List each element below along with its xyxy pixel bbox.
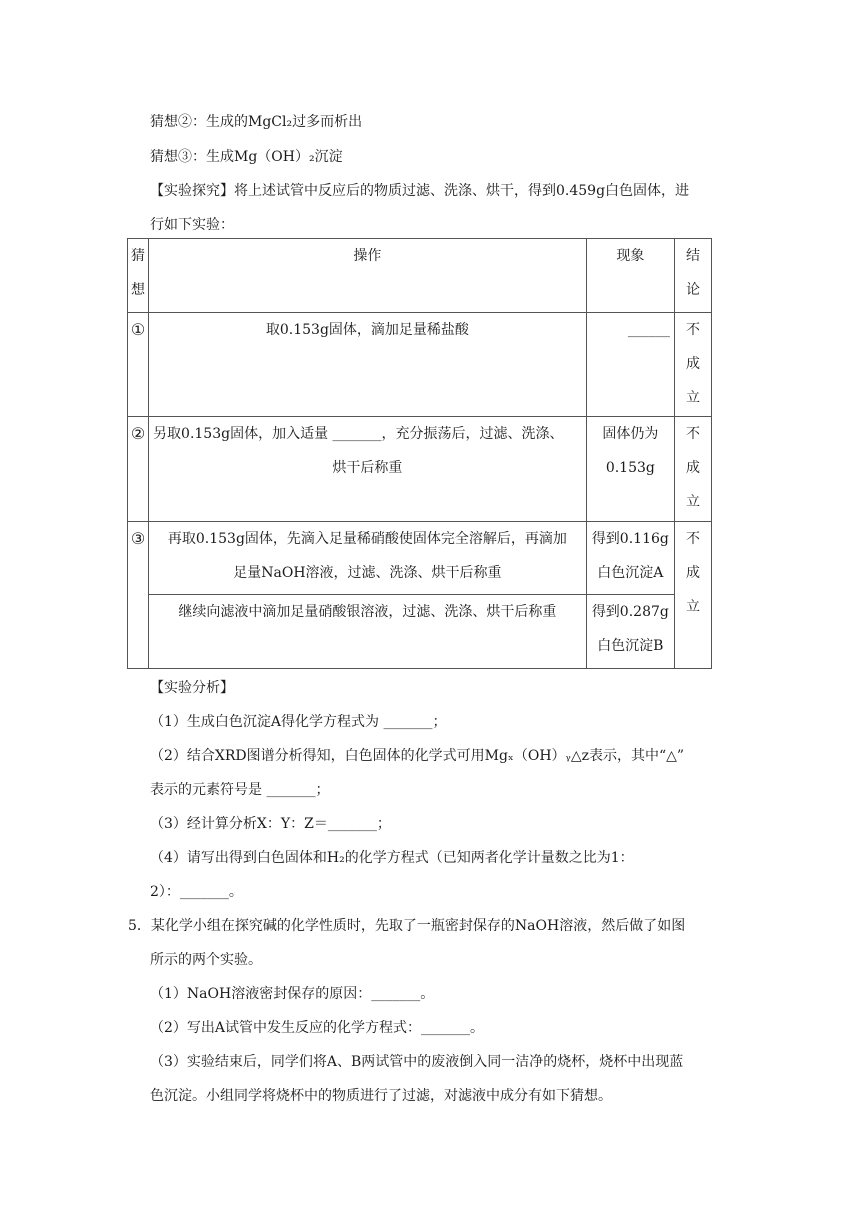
table-header-row (128, 239, 712, 313)
operation-cell (149, 522, 587, 595)
operation-line: 足量NaOH溶液，过滤、洗涤、烘干后称重 (233, 565, 502, 581)
question-5-sub3-line2: 色沉淀。小组同学将烧杯中的物质进行了过滤，对滤液中成分有如下猜想。 (150, 1088, 612, 1104)
operation-line: 另取0.153g固体，加入适量 _______，充分振荡后，过滤、洗涤、 (153, 426, 564, 442)
phenomenon-line: 白色沉淀B (597, 638, 664, 654)
analysis-q4-line1: （4）请写出得到白色固体和H₂的化学方程式（已知两者化学计量数之比为1： (150, 850, 634, 866)
phenomenon-cell (586, 417, 674, 522)
table-row (128, 522, 712, 595)
explore-text-line2: 行如下实验： (150, 217, 234, 233)
operation-cell (149, 595, 587, 669)
conclusion-cell (674, 313, 711, 417)
conclusion-char: 成 (685, 565, 700, 581)
header-guess-char2: 想 (131, 282, 146, 298)
analysis-q4-line2: 2）：_______。 (150, 884, 243, 900)
header-guess (128, 239, 149, 313)
analysis-q2-line1: （2）结合XRD图谱分析得知，白色固体的化学式可用Mgₓ（OH）ᵧ△z表示，其中“△” (150, 748, 685, 764)
operation-line: 再取0.153g固体，先滴入足量稀硝酸使固体完全溶解后，再滴加 (167, 531, 567, 547)
guess-2-text: 猜想②：生成的MgCl₂过多而析出 (150, 114, 363, 130)
question-5-line1: 5．某化学小组在探究碱的化学性质时，先取了一瓶密封保存的NaOH溶液，然后做了如图 (128, 918, 686, 934)
phenomenon-line: 固体仍为 (602, 426, 659, 442)
question-5-line2: 所示的两个实验。 (150, 952, 262, 968)
operation-line: 继续向滤液中滴加足量硝酸银溶液，过滤、洗涤、烘干后称重 (178, 604, 557, 620)
question-5-sub3-line1: （3）实验结束后，同学们将A、B两试管中的废液倒入同一洁净的烧杯，烧杯中出现蓝 (150, 1054, 684, 1070)
table-row (128, 417, 712, 522)
conclusion-char: 立 (685, 390, 700, 406)
conclusion-char: 成 (685, 356, 700, 372)
conclusion-char: 不 (685, 426, 700, 442)
header-phenomenon: 现象 (586, 239, 674, 313)
operation-cell: 取0.153g固体，滴加足量稀盐酸 (149, 313, 587, 417)
analysis-q1: （1）生成白色沉淀A得化学方程式为 _______； (150, 714, 447, 730)
header-operation: 操作 (149, 239, 587, 313)
conclusion-cell (674, 417, 711, 522)
header-guess-char1: 猜 (131, 248, 146, 264)
phenomenon-line: 白色沉淀A (597, 565, 664, 581)
conclusion-char: 成 (685, 460, 700, 476)
guess-number: ③ (130, 529, 146, 548)
operation-cell (149, 417, 587, 522)
analysis-q3: （3）经计算分析X：Y：Z＝_______； (150, 816, 391, 832)
question-5-sub1: （1）NaOH溶液密封保存的原因：_______。 (150, 986, 435, 1002)
analysis-q2-line2: 表示的元素符号是 _______； (150, 782, 330, 798)
phenomenon-line: 得到0.116g (591, 531, 669, 547)
table-row (128, 313, 712, 417)
phenomenon-cell (586, 522, 674, 595)
header-conclusion (674, 239, 711, 313)
question-5-sub2: （2）写出A试管中发生反应的化学方程式：_______。 (150, 1020, 485, 1036)
table-row (128, 595, 712, 669)
analysis-title: 【实验分析】 (150, 680, 234, 696)
conclusion-char: 立 (685, 599, 700, 615)
phenomenon-blank: ______ (586, 313, 674, 417)
phenomenon-line: 0.153g (605, 460, 655, 476)
phenomenon-cell (586, 595, 674, 669)
header-conclusion-char1: 结 (685, 248, 700, 264)
conclusion-cell (674, 522, 711, 669)
conclusion-char: 立 (685, 494, 700, 510)
experiment-table (127, 238, 712, 669)
guess-number: ② (130, 424, 146, 443)
explore-text-line1: 【实验探究】将上述试管中反应后的物质过滤、洗涤、烘干，得到0.459g白色固体，进 (150, 183, 690, 199)
guess-3-text: 猜想③：生成Mg（OH）₂沉淀 (150, 149, 343, 165)
conclusion-char: 不 (685, 322, 700, 338)
guess-number: ① (130, 320, 146, 339)
header-conclusion-char2: 论 (685, 282, 700, 298)
conclusion-char: 不 (685, 531, 700, 547)
phenomenon-line: 得到0.287g (591, 604, 669, 620)
operation-line: 烘干后称重 (332, 460, 403, 476)
